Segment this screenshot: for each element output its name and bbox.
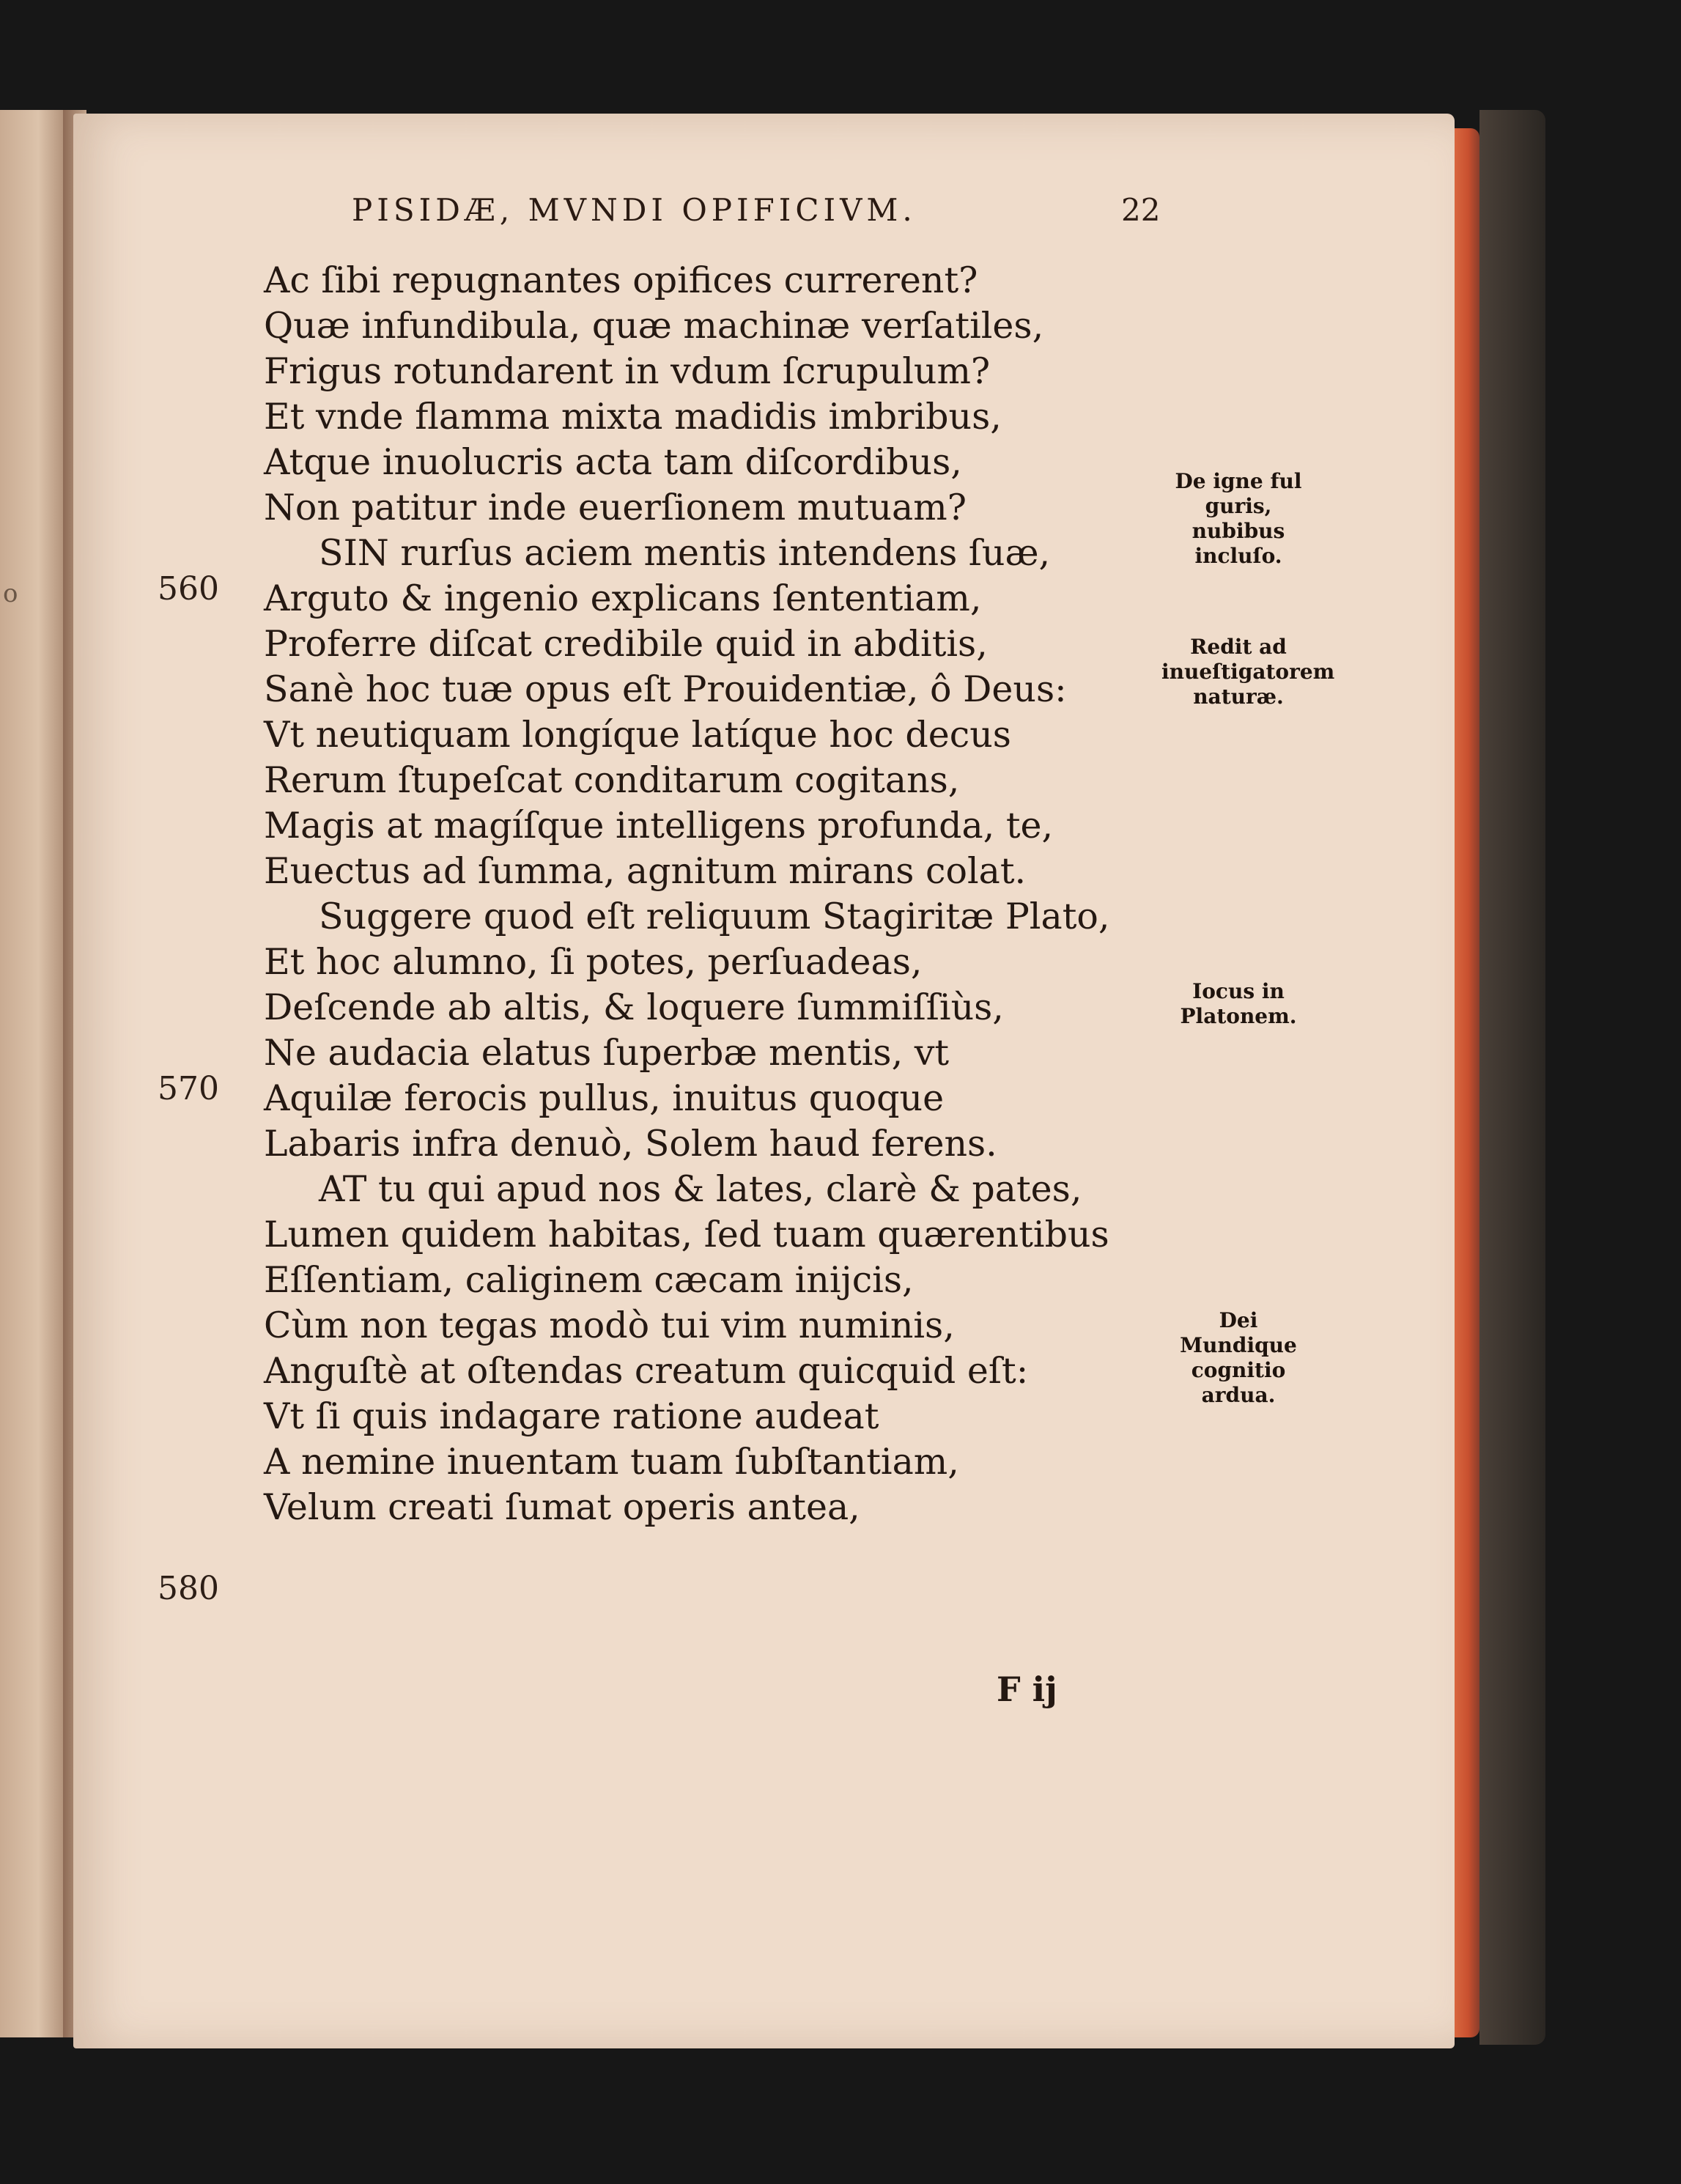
margin-gloss: Redit ad inueſtigatorem naturæ. [1161,635,1335,709]
line-number: 560 [158,570,219,608]
verse-line: Labaris infra denuò, Solem haud ferens. [264,1123,997,1165]
verse-line: Et hoc alumno, ſi potes, perſuadeas, [264,941,923,983]
verse-line: Proferre diſcat credibile quid in abditis, [264,623,988,665]
verse-line: Ne audacia elatus ſuperbæ mentis, vt [264,1032,950,1074]
line-number: 580 [158,1570,219,1607]
verse-line: Vt neutiquam longíque latíque hoc decus [264,714,1011,756]
verse-line: Cùm non tegas modò tui vim numinis, [264,1305,955,1346]
verse-line: Arguto & ingenio explicans ſententiam, [264,578,982,619]
verse-line: Magis at magíſque intelligens profunda, te, [264,805,1054,846]
verse-line: Aquilæ ferocis pullus, inuitus quoque [264,1077,945,1119]
verse-line: Quæ infundibula, quæ machinæ verſatiles, [264,305,1044,347]
verse-line: Non patitur inde euerſionem mutuam? [264,487,967,528]
left-page-fragment: o [3,579,18,608]
left-page-edge [0,110,70,2037]
verse-line: Vt ſi quis indagare ratione audeat [264,1395,879,1437]
verse-line: AT tu qui apud nos & lates, clarè & pates, [319,1168,1082,1210]
verse-line: Eſſentiam, caliginem cæcam inijcis, [264,1259,914,1301]
verse-line: A nemine inuentam tuam ſubſtantiam, [264,1441,959,1483]
verse-line: Ac ſibi repugnantes opifices currerent? [264,259,978,301]
page-number: 22 [1121,192,1161,228]
verse-line: Suggere quod eſt reliquum Stagiritæ Plato, [319,896,1110,937]
margin-gloss: De igne ful guris, nubibus incluſo. [1175,469,1302,568]
signature-mark: F ij [997,1670,1057,1709]
verse-line: Atque inuolucris acta tam diſcordibus, [264,441,962,483]
margin-gloss: Dei Mundique cognitio ardua. [1180,1308,1297,1407]
verse-line: Et vnde flamma mixta madidis imbribus, [264,396,1002,438]
page-edge-red [1455,128,1479,2037]
verse-line: Euectus ad ſumma, agnitum mirans colat. [264,850,1027,892]
verse-line: Velum creati ſumat operis antea, [264,1486,860,1528]
verse-line: SIN rurſus aciem mentis intendens ſuæ, [319,532,1051,574]
verse-line: Sanè hoc tuæ opus eſt Prouidentiæ, ô Deus: [264,668,1067,710]
verse-line: Frigus rotundarent in vdum ſcrupulum? [264,350,991,392]
verse-line: Anguſtè at oſtendas creatum quicquid eſt: [264,1350,1029,1392]
verse-line: Deſcende ab altis, & loquere ſummiſſiùs, [264,986,1004,1028]
margin-gloss: Iocus in Platonem. [1180,979,1297,1028]
poem-text [264,258,1109,1530]
book-cover-edge [1479,110,1545,2045]
verse-line: Rerum ſtupeſcat conditarum cogitans, [264,759,960,801]
line-number: 570 [158,1070,219,1107]
running-head: PISIDÆ, MVNDI OPIFICIVM. [352,192,917,228]
verse-line: Lumen quidem habitas, ſed tuam quærentibus [264,1214,1109,1255]
